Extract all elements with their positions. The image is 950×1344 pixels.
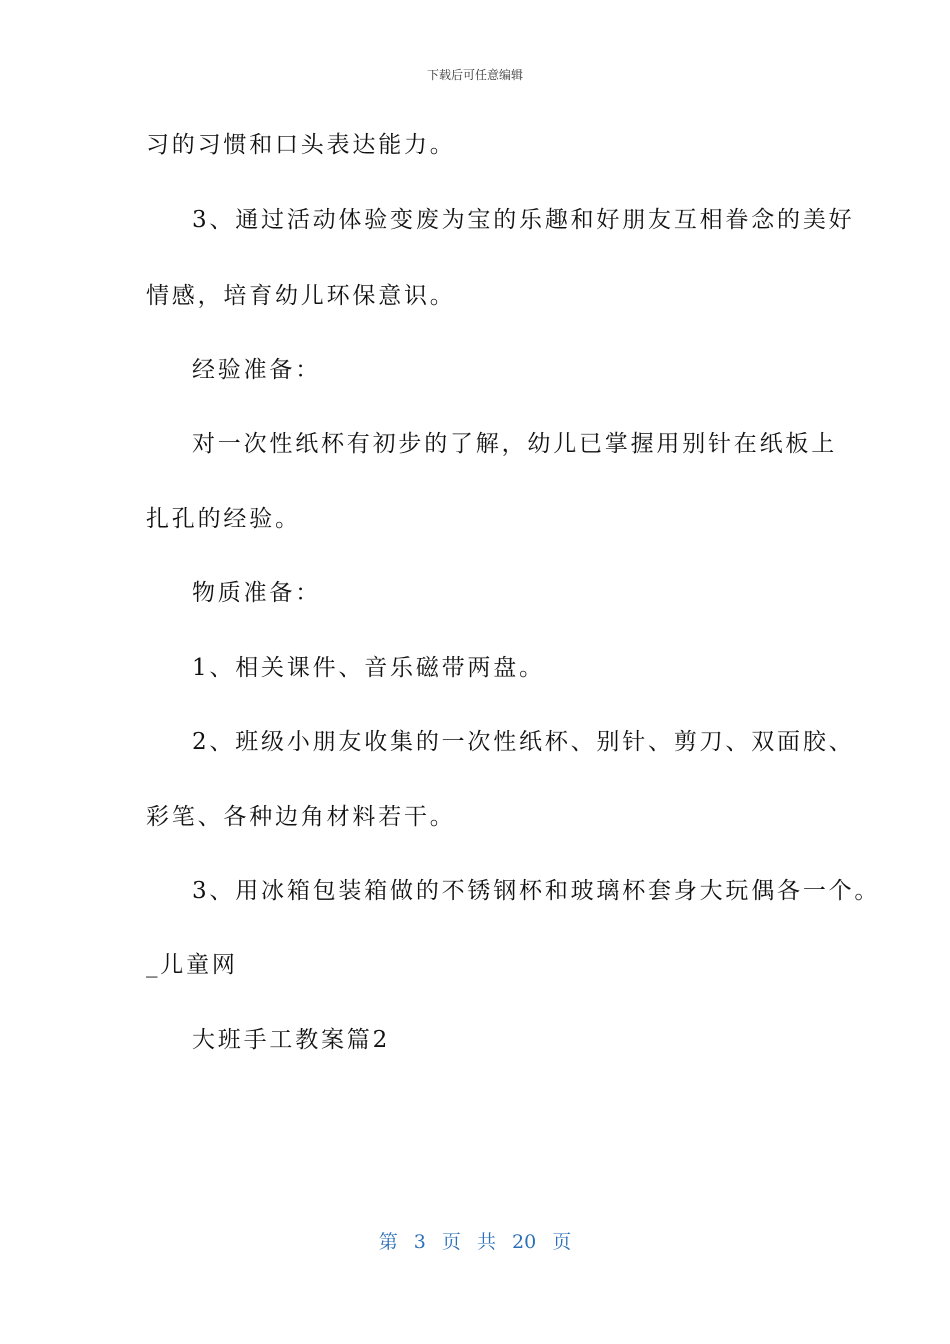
section-heading-experience: 经验准备： xyxy=(192,357,321,383)
footer-label-total-unit: 页 xyxy=(552,1231,572,1253)
body-line-1: 习的习惯和口头表达能力。 xyxy=(146,132,456,158)
footer-label-total: 共 xyxy=(476,1231,496,1253)
page-footer xyxy=(0,1227,950,1254)
body-line-12: _儿童网 xyxy=(146,952,238,978)
footer-page-number: 3 xyxy=(413,1231,426,1253)
body-line-10: 彩笔、各种边角材料若干。 xyxy=(146,804,456,830)
page-header: 下载后可任意编辑 xyxy=(426,68,523,82)
footer-total-pages: 20 xyxy=(512,1231,537,1253)
body-line-6: 扎孔的经验。 xyxy=(146,506,301,532)
footer-label-page-unit: 页 xyxy=(441,1231,461,1253)
body-line-5: 对一次性纸杯有初步的了解，幼儿已掌握用别针在纸板上 xyxy=(192,431,837,457)
section-title-lesson-2: 大班手工教案篇2 xyxy=(192,1027,391,1053)
body-line-2: 3、通过活动体验变废为宝的乐趣和好朋友互相眷念的美好 xyxy=(192,207,855,233)
footer-label-page: 第 xyxy=(378,1231,398,1253)
body-line-11: 3、用冰箱包装箱做的不锈钢杯和玻璃杯套身大玩偶各一个。 xyxy=(192,878,881,904)
section-heading-materials: 物质准备： xyxy=(192,580,321,606)
body-line-8: 1、相关课件、音乐磁带两盘。 xyxy=(192,655,545,681)
body-line-9: 2、班级小朋友收集的一次性纸杯、别针、剪刀、双面胶、 xyxy=(192,729,855,755)
body-line-3: 情感，培育幼儿环保意识。 xyxy=(146,283,456,309)
